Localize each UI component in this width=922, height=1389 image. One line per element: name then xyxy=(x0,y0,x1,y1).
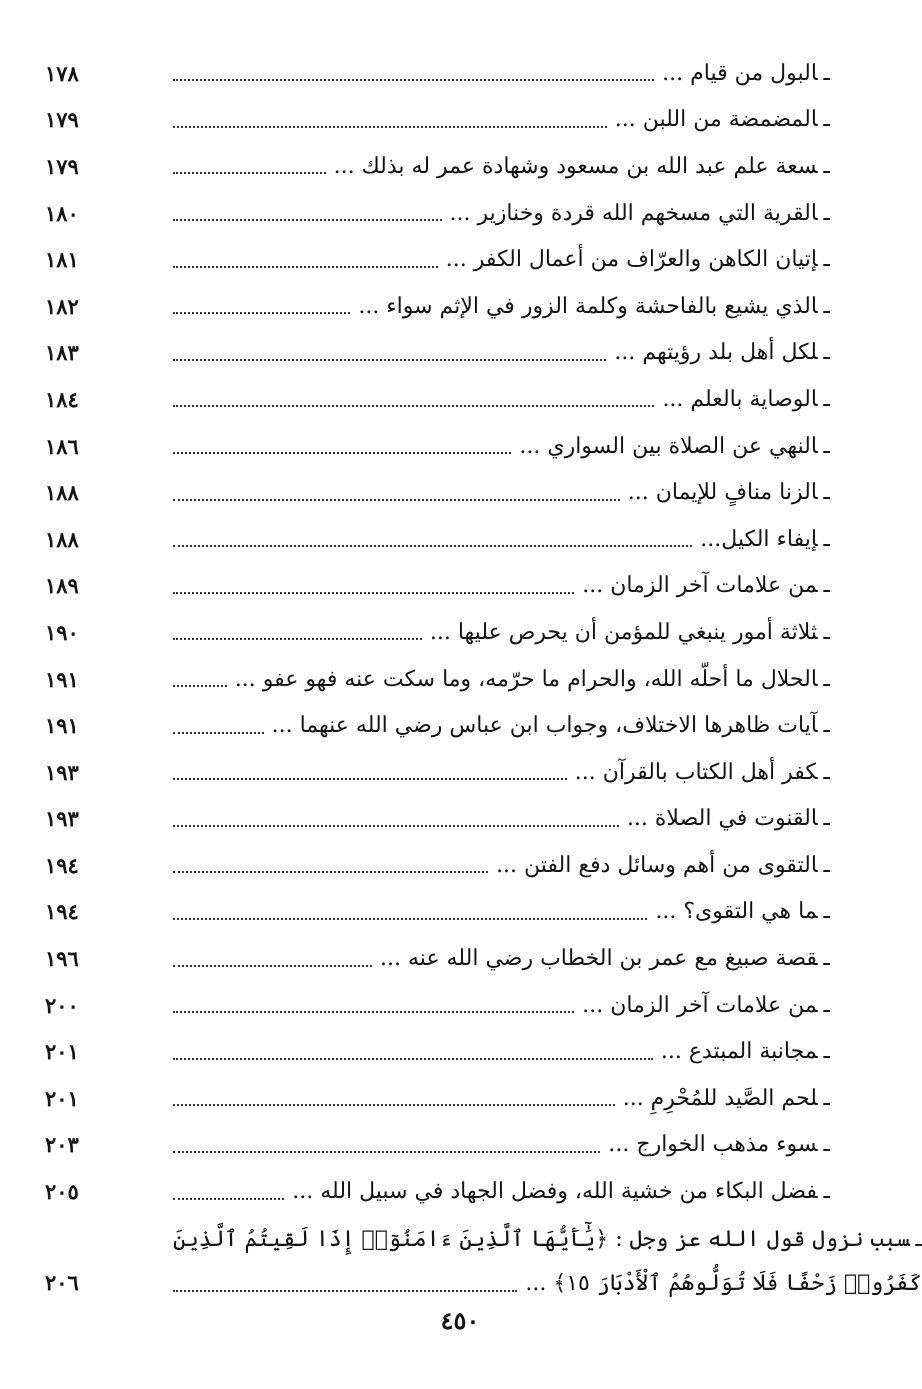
entry-text: الحلال ما أحلّه الله، والحرام ما حرّمه، وما سكت عنه فهو عفو ... xyxy=(234,666,818,692)
toc-entry xyxy=(45,935,830,982)
entry-dash: ـ xyxy=(823,247,830,273)
toc-page-number: ١٨٣ xyxy=(45,340,79,366)
toc-entry-title xyxy=(450,201,831,226)
entry-text: إيفاء الكيل... xyxy=(700,526,818,552)
dot-leader xyxy=(173,306,350,314)
toc-entry-title xyxy=(627,806,830,831)
entry-dash: ـ xyxy=(823,1132,830,1158)
entry-text: القنوت في الصلاة ... xyxy=(626,806,818,832)
entry-dash: ـ xyxy=(823,60,830,86)
toc-entry xyxy=(45,656,830,703)
entry-text: القرية التي مسخهم الله قردة وخنازير ... xyxy=(449,200,818,226)
entry-text: ثلاثة أمور ينبغي للمؤمن أن يحرص عليها ... xyxy=(429,619,818,645)
entry-dash: ـ xyxy=(823,1179,830,1205)
entry-dash: ـ xyxy=(823,666,830,692)
dot-leader xyxy=(173,73,654,81)
entry-dash: ـ xyxy=(823,293,830,319)
toc-entry-title xyxy=(661,1039,830,1064)
toc-entry-title xyxy=(358,294,830,319)
dot-leader xyxy=(173,632,422,640)
toc-entry xyxy=(45,749,830,796)
toc-entry-title xyxy=(430,620,830,645)
toc-entry xyxy=(45,889,830,936)
dot-leader xyxy=(173,260,438,268)
toc-entry xyxy=(45,423,830,470)
entry-dash: ـ xyxy=(823,806,830,832)
entry-dash: ـ xyxy=(823,386,830,412)
toc-entry xyxy=(45,1028,830,1075)
entry-dash: ـ xyxy=(823,107,830,133)
toc-entry xyxy=(45,1075,830,1122)
entry-dash: ـ xyxy=(823,619,830,645)
toc-entry-title xyxy=(380,946,830,971)
toc-page-number: ١٧٩ xyxy=(45,153,79,179)
toc-entry-title xyxy=(608,1132,830,1157)
toc-entry-title-line1 xyxy=(173,1219,922,1261)
toc-page-number: ١٩٣ xyxy=(45,759,79,785)
dot-leader xyxy=(173,1098,615,1106)
entry-dash: ـ xyxy=(823,899,830,925)
entry-dash: ـ xyxy=(823,759,830,785)
toc-entry xyxy=(45,516,830,563)
entry-text: لحم الصَّيد للمُحْرِمِ ... xyxy=(622,1085,818,1111)
dot-leader xyxy=(173,1284,517,1292)
entry-text: سعة علم عبد الله بن مسعود وشهادة عمر له بذلك ... xyxy=(333,153,818,179)
entry-dash: ـ xyxy=(823,713,830,739)
toc-entry xyxy=(45,982,830,1029)
entry-text: من علامات آخر الزمان ... xyxy=(582,573,818,599)
toc-entry-title xyxy=(272,713,830,738)
entry-dash: ـ xyxy=(823,1085,830,1111)
toc-entry-title xyxy=(662,387,830,412)
dot-leader xyxy=(173,726,264,734)
dot-leader xyxy=(173,493,620,501)
toc-entry-title xyxy=(292,1179,830,1204)
entry-dash: ـ xyxy=(823,340,830,366)
entry-dash: ـ xyxy=(823,946,830,972)
toc-page-number: ١٨٠ xyxy=(45,200,79,226)
toc-entry-title xyxy=(575,760,830,785)
toc-entry-multiline xyxy=(45,1215,922,1307)
toc-entry xyxy=(45,376,830,423)
dot-leader xyxy=(173,166,326,174)
toc-page-number: ٢٠١ xyxy=(45,1039,79,1065)
entry-dash: ـ xyxy=(823,852,830,878)
toc-page-number: ١٩٣ xyxy=(45,806,79,832)
dot-leader xyxy=(173,679,227,687)
entry-text: مجانبة المبتدع ... xyxy=(660,1039,818,1065)
entry-text: الزنا منافٍ للإيمان ... xyxy=(627,480,818,506)
toc-entry xyxy=(45,330,830,377)
toc-page-number: ١٩١ xyxy=(45,666,79,692)
entry-text: كفر أهل الكتاب بالقرآن ... xyxy=(574,759,818,785)
entry-dash: ـ xyxy=(823,480,830,506)
entry-text: فضل البكاء من خشية الله، وفضل الجهاد في سبيل الله ... xyxy=(292,1179,818,1205)
toc-page-number: ١٨٦ xyxy=(45,433,79,459)
dot-leader xyxy=(173,772,567,780)
toc-entry-title xyxy=(446,247,830,272)
toc-entry xyxy=(45,50,830,97)
toc-page-number: ١٩٤ xyxy=(45,852,79,878)
toc-entry xyxy=(45,842,830,889)
page-number: ٤٥٠ xyxy=(440,1306,480,1335)
dot-leader xyxy=(173,399,654,407)
toc-page-number: ٢٠٦ xyxy=(45,1269,79,1295)
toc-page-number: ٢٠٠ xyxy=(45,992,79,1018)
entry-dash: ـ xyxy=(823,433,830,459)
toc-page-number: ١٩٦ xyxy=(45,946,79,972)
entry-text: الذي يشيع بالفاحشة وكلمة الزور في الإثم سواء ... xyxy=(358,293,818,319)
toc-entry-title xyxy=(623,1086,830,1111)
entry-text: المضمضة من اللبن ... xyxy=(614,107,818,133)
entry-text: من علامات آخر الزمان ... xyxy=(582,992,818,1018)
dot-leader xyxy=(173,539,692,547)
table-of-contents xyxy=(45,50,922,1307)
toc-entry-title xyxy=(496,853,830,878)
toc-entry xyxy=(45,1122,830,1169)
entry-text: الوصاية بالعلم ... xyxy=(662,386,818,412)
toc-entry xyxy=(45,236,830,283)
entry-text: لكل أهل بلد رؤيتهم ... xyxy=(614,340,818,366)
dot-leader xyxy=(173,1005,574,1013)
dot-leader xyxy=(173,446,511,454)
toc-page-number: ١٨٢ xyxy=(45,293,79,319)
entry-dash: ـ xyxy=(823,200,830,226)
dot-leader xyxy=(173,912,647,920)
toc-entry-title xyxy=(655,899,830,924)
entry-dash: ـ xyxy=(823,573,830,599)
toc-page-number: ١٨٩ xyxy=(45,573,79,599)
toc-page-number: ٢٠٥ xyxy=(45,1179,79,1205)
entry-text: النهي عن الصلاة بين السواري ... xyxy=(519,433,818,459)
toc-page-number: ١٨٤ xyxy=(45,386,79,412)
toc-page-number: ١٩١ xyxy=(45,713,79,739)
entry-text: التقوى من أهم وسائل دفع الفتن ... xyxy=(496,852,818,878)
toc-entry xyxy=(45,609,830,656)
toc-page-number: ١٩٤ xyxy=(45,899,79,925)
entry-text: سبب نزول قول الله عز وجل : ﴿يَٰٓأَيُّهَا ٱلَّذِينَ ءَامَنُوٓا۟ إِذَا لَقِيتُمُ ٱلَّذِينَ xyxy=(173,1226,910,1252)
dot-leader xyxy=(173,819,619,827)
toc-entry xyxy=(45,563,830,610)
toc-entry-title xyxy=(582,573,830,598)
dot-leader xyxy=(173,586,574,594)
toc-entry xyxy=(45,796,830,843)
toc-page-number: ١٧٩ xyxy=(45,107,79,133)
entry-dash: ـ xyxy=(823,526,830,552)
toc-page-number: ١٨٨ xyxy=(45,480,79,506)
toc-entry-title xyxy=(628,480,830,505)
entry-text: ما هي التقوى؟ ... xyxy=(655,899,818,925)
entry-dash: ـ xyxy=(823,153,830,179)
toc-entry xyxy=(45,702,830,749)
entry-dash: ـ xyxy=(915,1226,922,1252)
toc-entry-title xyxy=(614,340,830,365)
dot-leader xyxy=(173,959,372,967)
toc-page-number: ٢٠١ xyxy=(45,1085,79,1111)
toc-entry-title xyxy=(334,154,830,179)
dot-leader xyxy=(173,865,488,873)
toc-entry xyxy=(45,283,830,330)
toc-entry xyxy=(45,143,830,190)
toc-entry xyxy=(45,190,830,237)
entry-dash: ـ xyxy=(823,992,830,1018)
toc-entry-title xyxy=(519,434,830,459)
toc-page-number: ١٩٠ xyxy=(45,619,79,645)
toc-page-number: ٢٠٣ xyxy=(45,1132,79,1158)
dot-leader xyxy=(173,1192,284,1200)
entry-text: قصة صبيغ مع عمر بن الخطاب رضي الله عنه ... xyxy=(380,946,818,972)
toc-entry xyxy=(45,469,830,516)
dot-leader xyxy=(173,353,606,361)
entry-text: سوء مذهب الخوارج ... xyxy=(608,1132,818,1158)
toc-page-number: ١٧٨ xyxy=(45,60,79,86)
entry-text: إتيان الكاهن والعرّاف من أعمال الكفر ... xyxy=(445,247,818,273)
toc-entry-title xyxy=(615,107,830,132)
entry-dash: ـ xyxy=(823,1039,830,1065)
dot-leader xyxy=(173,120,607,128)
toc-entry-title-line2: كَفَرُوا۟ زَحْفًا فَلَا تُوَلُّوهُمُ ٱلْأَدْبَارَ ١٥﴾ ... xyxy=(525,1271,922,1297)
toc-entry xyxy=(45,97,830,144)
toc-entry xyxy=(45,1168,830,1215)
entry-text: البول من قيام ... xyxy=(662,60,818,86)
toc-page-number: ١٨٨ xyxy=(45,526,79,552)
toc-entry-title xyxy=(582,993,830,1018)
dot-leader xyxy=(173,213,442,221)
toc-entry-title xyxy=(235,667,830,692)
toc-page-number: ١٨١ xyxy=(45,247,79,273)
toc-entry-title xyxy=(700,527,830,552)
dot-leader xyxy=(173,1145,600,1153)
toc-entry-title xyxy=(662,61,830,86)
entry-text: آيات ظاهرها الاختلاف، وجواب ابن عباس رضي الله عنهما ... xyxy=(271,713,818,739)
dot-leader xyxy=(173,1052,653,1060)
